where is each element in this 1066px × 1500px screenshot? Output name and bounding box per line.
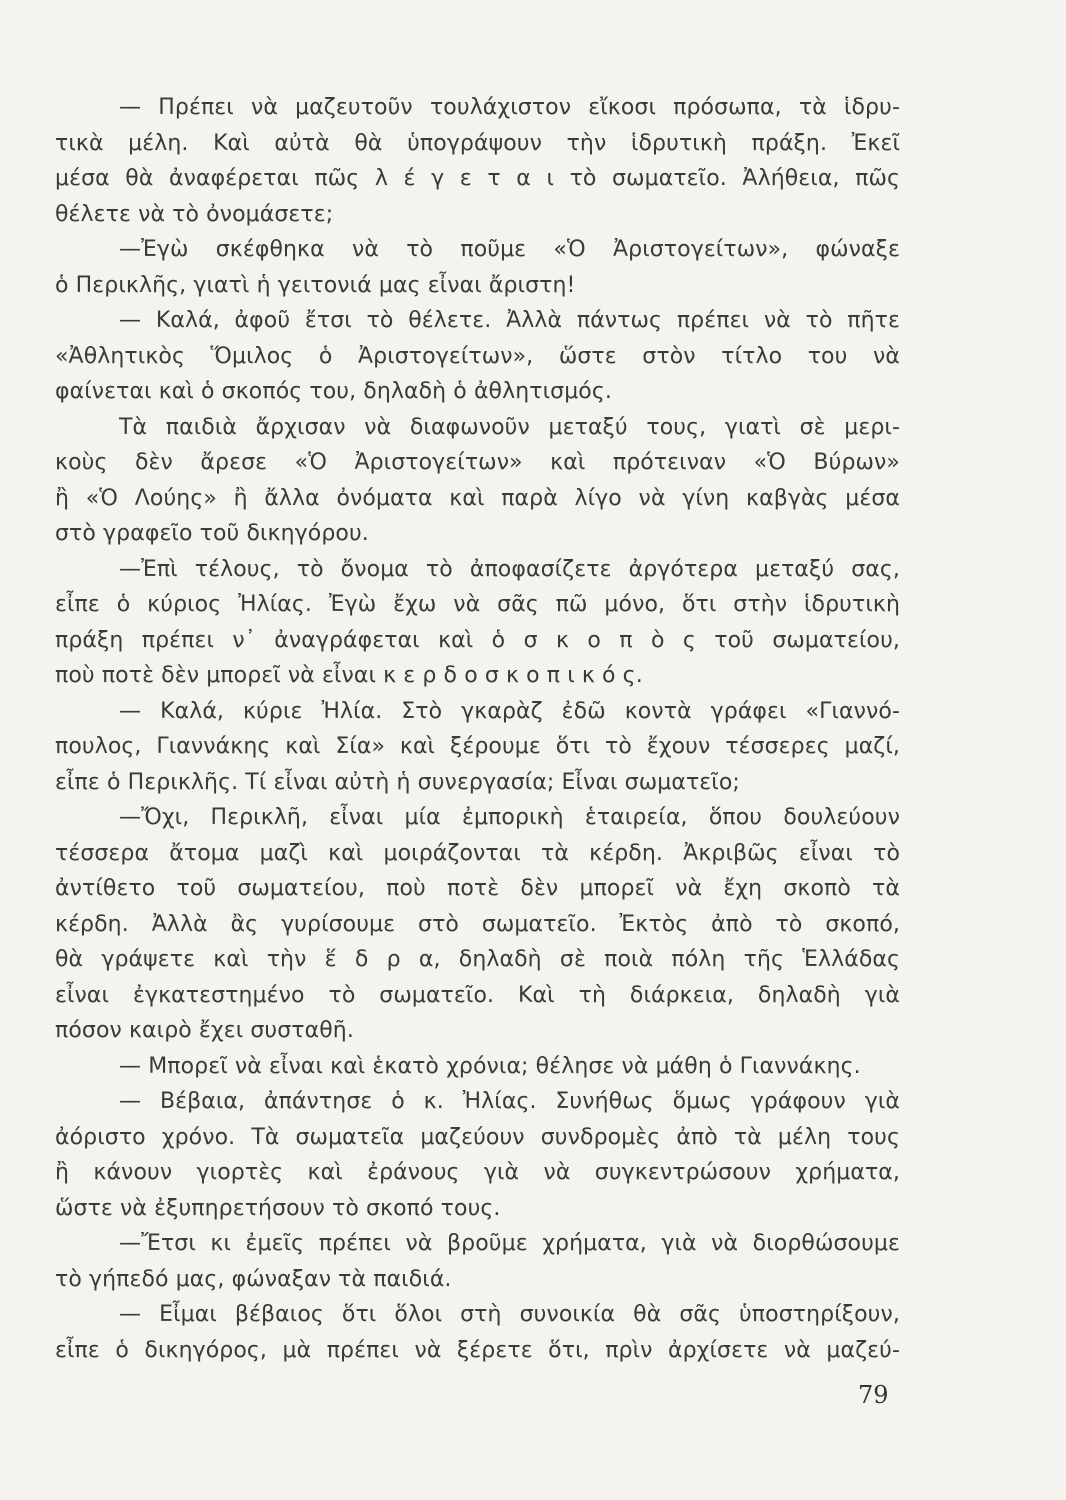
text-line: κοὺς δὲν ἄρεσε «Ὁ Ἀριστογείτων» καὶ πρότειναν «Ὁ Βύρων» (55, 450, 900, 475)
text-line: τὸ γήπεδό μας, φώναξαν τὰ παιδιά. (55, 1266, 452, 1292)
text-line: θὰ γράψετε καὶ τὴν ἕ δ ρ α, δηλαδὴ σὲ ποιὰ πόλη τῆς Ἑλλάδας (55, 947, 900, 972)
text-body (55, 90, 900, 1368)
text-line: τικὰ μέλη. Καὶ αὐτὰ θὰ ὑπογράψουν τὴν ἱδρυτικὴ πράξη. Ἐκεῖ (55, 130, 900, 156)
text-line: — Πρέπει νὰ μαζευτοῦν τουλάχιστον εἴκοσι πρόσωπα, τὰ ἱδρυ- (119, 95, 900, 120)
text-line: πόσον καιρὸ ἔχει συσταθῆ. (55, 1018, 354, 1043)
text-line: — Καλά, ἀφοῦ ἔτσι τὸ θέλετε. Ἀλλὰ πάντως πρέπει νὰ τὸ πῆτε (119, 308, 900, 333)
text-line: — Βέβαια, ἀπάντησε ὁ κ. Ἠλίας. Συνήθως ὅμως γράφουν γιὰ (119, 1089, 900, 1114)
text-line: εἶπε ὁ Περικλῆς. Τί εἶναι αὐτὴ ἡ συνεργασία; Εἶναι σωματεῖο; (55, 769, 740, 795)
text-line: ὥστε νὰ ἐξυπηρετήσουν τὸ σκοπό τους. (55, 1195, 501, 1221)
text-line: πουλος, Γιαννάκης καὶ Σία» καὶ ξέρουμε ὅτι τὸ ἔχουν τέσσερες μαζί, (55, 734, 900, 759)
text-line: — Καλά, κύριε Ἠλία. Στὸ γκαρὰζ ἐδῶ κοντὰ γράφει «Γιαννό- (119, 698, 900, 724)
text-line: πράξη πρέπει ν᾽ ἀναγράφεται καὶ ὁ σ κ ο π ὸ ς τοῦ σωματείου, (55, 627, 900, 653)
text-line: τέσσερα ἄτομα μαζὶ καὶ μοιράζονται τὰ κέρδη. Ἀκριβῶς εἶναι τὸ (55, 840, 900, 866)
text-line: εἶναι ἐγκατεστημένο τὸ σωματεῖο. Καὶ τὴ διάρκεια, δηλαδὴ γιὰ (55, 982, 900, 1008)
text-line: ἢ κάνουν γιορτὲς καὶ ἐράνους γιὰ νὰ συγκεντρώσουν χρήματα, (55, 1160, 900, 1185)
text-line: Τὰ παιδιὰ ἄρχισαν νὰ διαφωνοῦν μεταξύ τους, γιατὶ σὲ μερι- (119, 414, 900, 440)
text-line: «Ἀθλητικὸς Ὅμιλος ὁ Ἀριστογείτων», ὥστε στὸν τίτλο του νὰ (55, 343, 900, 369)
text-line: —Ὄχι, Περικλῆ, εἶναι μία ἐμπορικὴ ἑταιρεία, ὅπου δουλεύουν (119, 805, 900, 830)
text-line: εἶπε ὁ δικηγόρος, μὰ πρέπει νὰ ξέρετε ὅτι, πρὶν ἀρχίσετε νὰ μαζεύ- (55, 1337, 900, 1363)
text-line: — Εἶμαι βέβαιος ὅτι ὅλοι στὴ συνοικία θὰ σᾶς ὑποστηρίξουν, (119, 1302, 900, 1327)
text-line: στὸ γραφεῖο τοῦ δικηγόρου. (55, 521, 369, 546)
text-line: —Ἐγὼ σκέφθηκα νὰ τὸ ποῦμε «Ὁ Ἀριστογείτων», φώναξε (119, 237, 900, 262)
text-line: ὁ Περικλῆς, γιατὶ ἡ γειτονιά μας εἶναι ἄριστη! (55, 272, 576, 298)
text-line: — Μπορεῖ νὰ εἶναι καὶ ἑκατὸ χρόνια; θέλησε νὰ μάθη ὁ Γιαννάκης. (119, 1053, 861, 1079)
text-line: φαίνεται καὶ ὁ σκοπός του, δηλαδὴ ὁ ἀθλητισμός. (55, 379, 612, 404)
text-line: ἀόριστο χρόνο. Τὰ σωματεῖα μαζεύουν συνδρομὲς ἀπὸ τὰ μέλη τους (55, 1124, 900, 1150)
text-line: ποὺ ποτὲ δὲν μπορεῖ νὰ εἶναι κ ε ρ δ ο σ κ ο π ι κ ό ς. (55, 663, 643, 688)
page-number: 79 (858, 1381, 889, 1409)
text-line: ἀντίθετο τοῦ σωματείου, ποὺ ποτὲ δὲν μπορεῖ νὰ ἔχη σκοπὸ τὰ (55, 876, 900, 901)
text-line: ἢ «Ὁ Λούης» ἢ ἄλλα ὀνόματα καὶ παρὰ λίγο νὰ γίνη καβγὰς μέσα (55, 485, 900, 511)
text-line: κέρδη. Ἀλλὰ ἂς γυρίσουμε στὸ σωματεῖο. Ἐκτὸς ἀπὸ τὸ σκοπό, (55, 911, 900, 937)
text-line: μέσα θὰ ἀναφέρεται πῶς λ έ γ ε τ α ι τὸ σωματεῖο. Ἀλήθεια, πῶς (55, 166, 900, 191)
text-line: —Ἐπὶ τέλους, τὸ ὄνομα τὸ ἀποφασίζετε ἀργότερα μεταξύ σας, (119, 556, 900, 582)
text-line: εἶπε ὁ κύριος Ἠλίας. Ἐγὼ ἔχω νὰ σᾶς πῶ μόνο, ὅτι στὴν ἱδρυτικὴ (55, 592, 900, 617)
text-line: θέλετε νὰ τὸ ὀνομάσετε; (55, 201, 334, 227)
text-line: —Ἔτσι κι ἐμεῖς πρέπει νὰ βροῦμε χρήματα, γιὰ νὰ διορθώσουμε (119, 1231, 900, 1256)
